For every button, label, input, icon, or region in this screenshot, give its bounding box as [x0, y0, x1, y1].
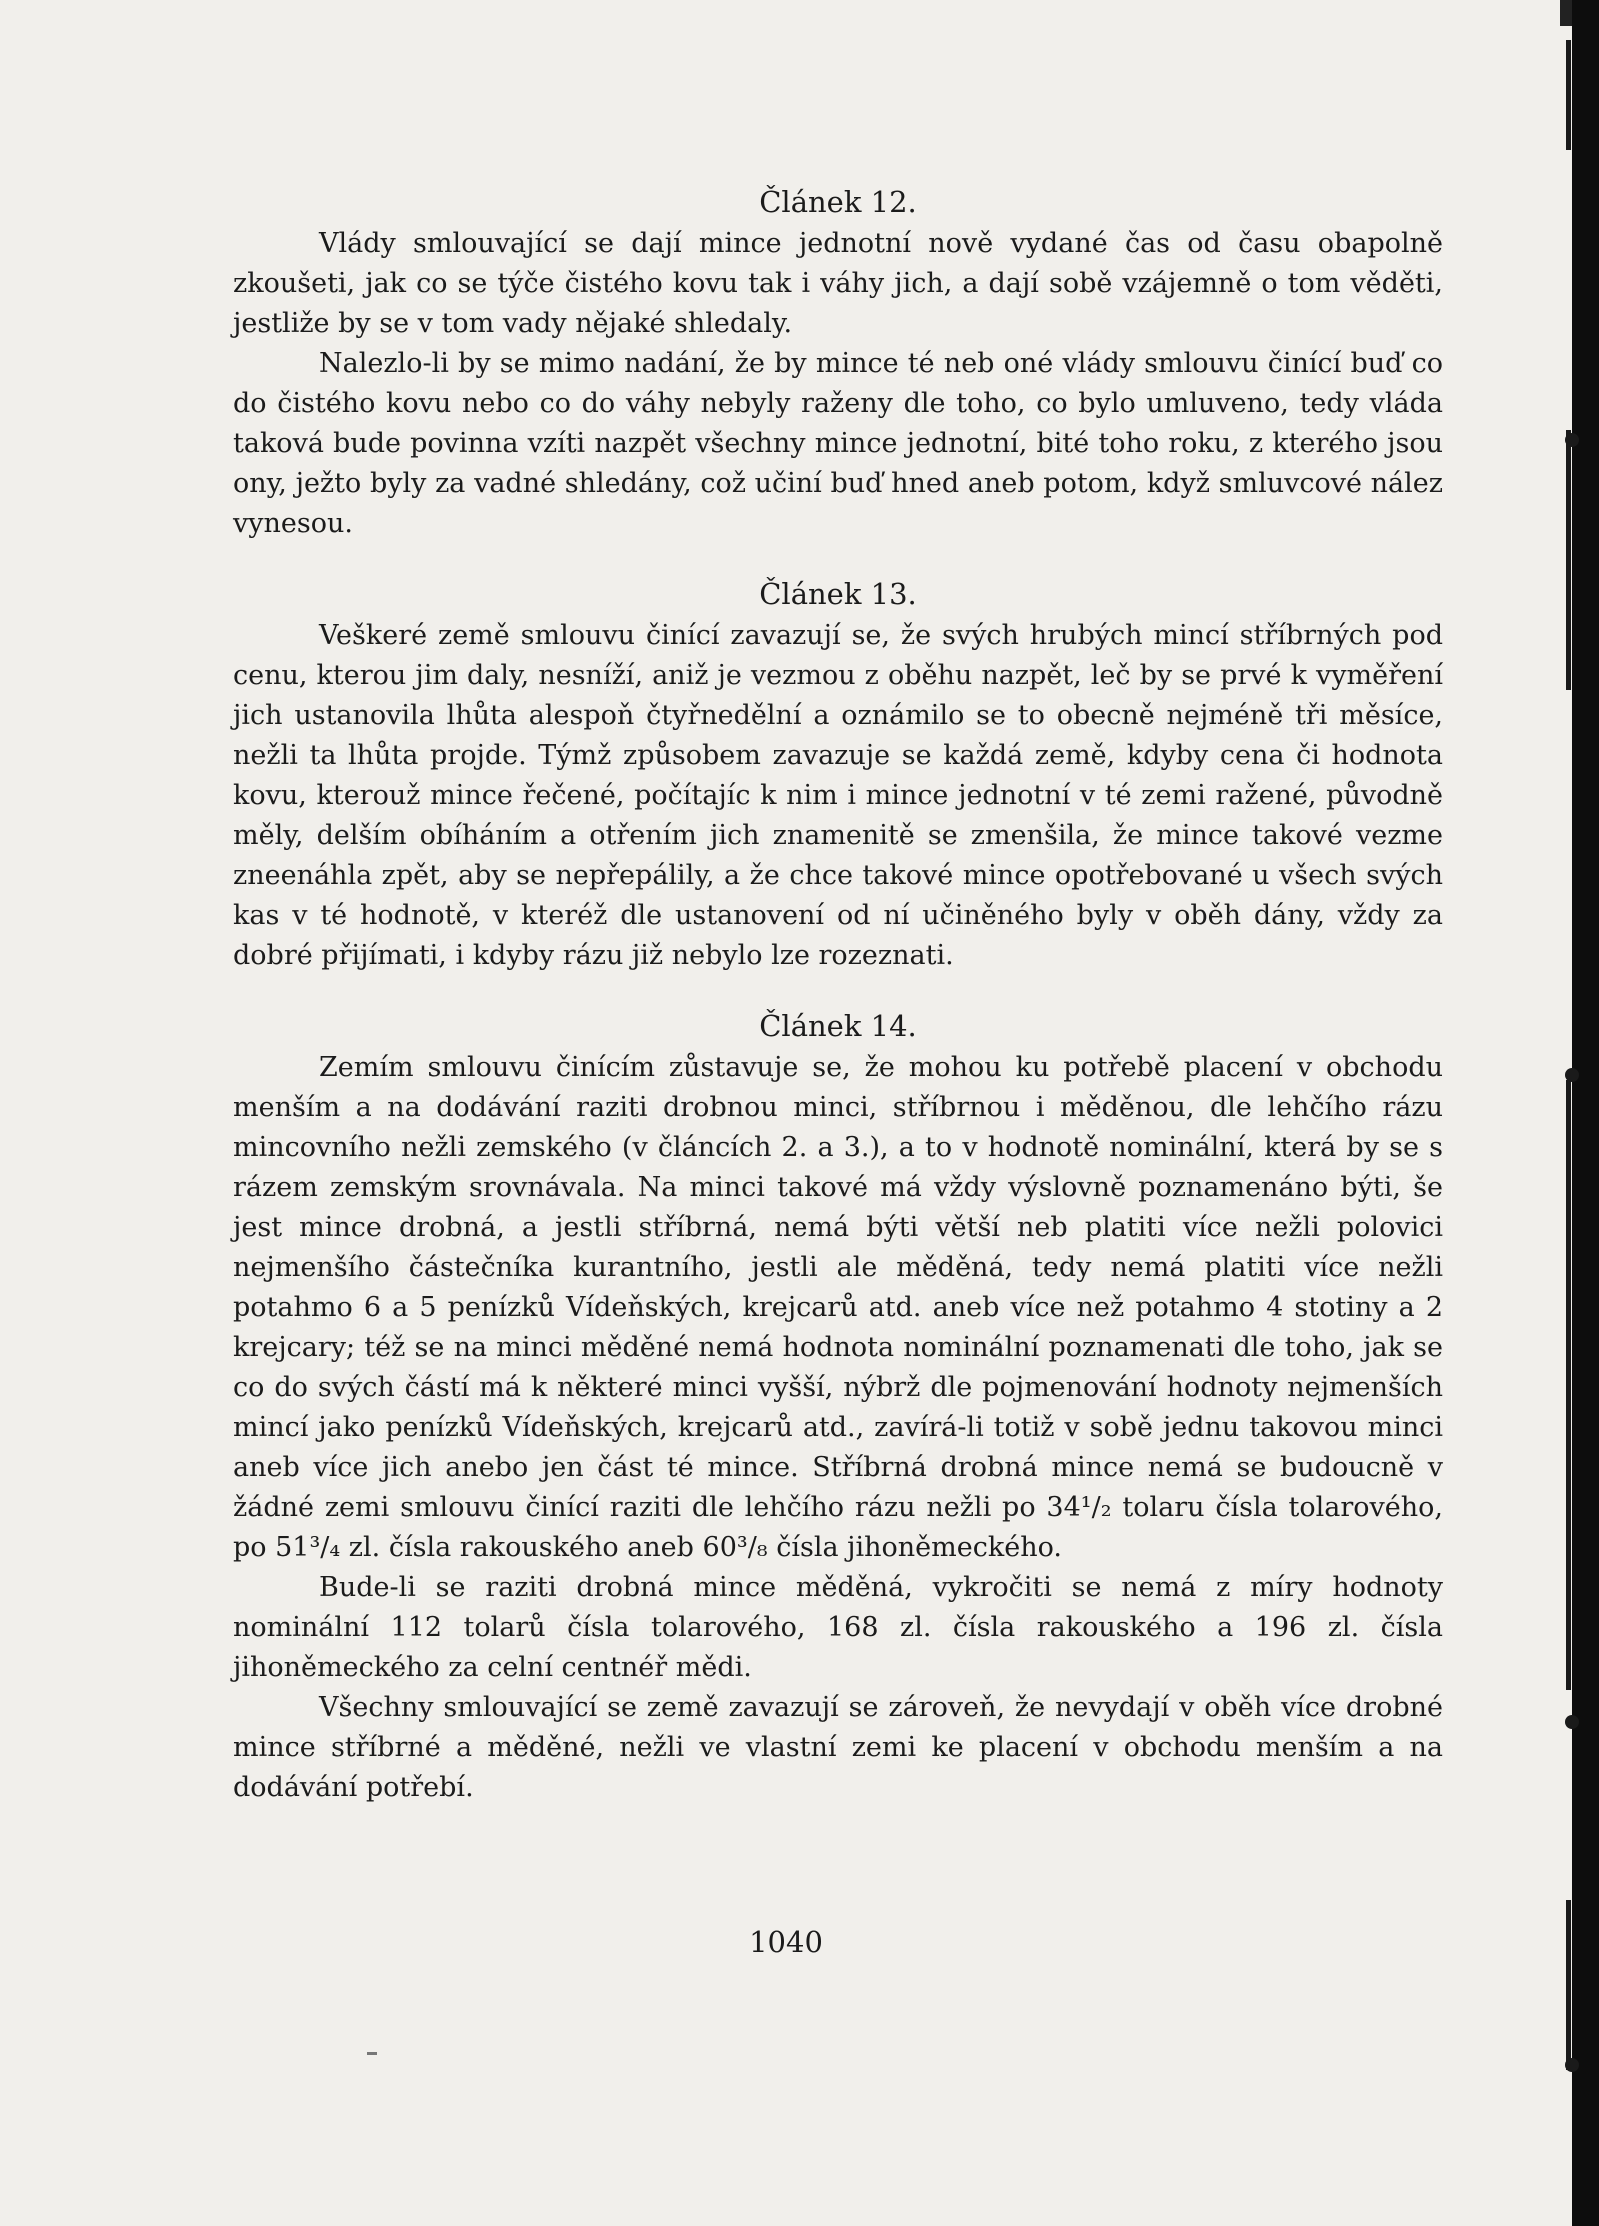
article-14-paragraph-3: Všechny smlouvající se země zavazují se zároveň, že nevydají v oběh více drobné mince stříbrné a měděné, nežli ve vlastní zemi ke placení v obchodu menším a na dodávání potřebí.: [233, 1692, 1443, 1803]
binding-dot: [1565, 1068, 1579, 1082]
article-12-paragraph-2: Nalezlo-li by se mimo nadání, že by mince té neb oné vlády smlouvu činící buď co do čistého kovu nebo co do váhy nebyly raženy dle toho, co bylo umluveno, tedy vláda taková bude povinna vzíti nazpět všechny mince jednotní, bité toho roku, z kterého jsou ony, ježto byly za vadné shledány, což učiní buď hned aneb potom, když smluvcové nález vynesou.: [233, 348, 1443, 539]
page-number: 1040: [749, 1925, 823, 1959]
article-12-paragraph-1: Vlády smlouvající se dají mince jednotní nově vydané čas od času obapolně zkoušeti, jak co se týče čistého kovu tak i váhy jich, a dají sobě vzájemně o tom věděti, jestliže by se v tom vady nějaké shledaly.: [233, 228, 1443, 339]
binding-line-bottom: [1566, 1900, 1571, 2070]
scan-corner-mark: [1560, 0, 1572, 26]
article-14-heading: Článek 14.: [759, 1009, 917, 1043]
article-13-heading: Článek 13.: [759, 577, 917, 611]
binding-line-upper: [1566, 430, 1571, 690]
article-13-paragraph-1: Veškeré země smlouvu činící zavazují se, že svých hrubých mincí stříbrných pod cenu, kterou jim daly, nesníží, aniž je vezmou z oběhu nazpět, leč by se prvé k vyměření jich ustanovila lhůta alespoň čtyřnedělní a oznámilo se to obecně nejméně tři měsíce, nežli ta lhůta projde. Týmž způsobem zavazuje se každá země, kdyby cena či hodnota kovu, kterouž mince řečené, počítajíc k nim i mince jednotní v té zemi ražené, původně měly, delším obíháním a otřením jich znamenitě se zmenšila, že mince takové vezme zneenáhla zpět, aby se nepřepálily, a že chce takové mince opotřebované u všech svých kas v té hodnotě, v kteréž dle ustanovení od ní učiněného byly v oběh dány, vždy za dobré přijímati, i kdyby rázu již nebylo lze rozeznati.: [233, 620, 1443, 971]
binding-dot: [1565, 2058, 1579, 2072]
article-14-paragraph-2: Bude-li se raziti drobná mince měděná, vykročiti se nemá z míry hodnoty nominální 112 tolarů čísla tolarového, 168 zl. čísla rakouského a 196 zl. čísla jihoněmeckého za celní centnéř mědi.: [233, 1572, 1443, 1683]
scan-dark-edge: [1572, 0, 1599, 2226]
document-body: [233, 180, 1443, 1808]
scan-speck: [367, 2052, 377, 2055]
article-12-heading: Článek 12.: [759, 185, 917, 219]
article-14-paragraph-1: Zemím smlouvu činícím zůstavuje se, že mohou ku potřebě placení v obchodu menším a na dodávání raziti drobnou minci, stříbrnou i měděnou, dle lehčího rázu mincovního nežli zemského (v článcích 2. a 3.), a to v hodnotě nominální, která by se s rázem zemským srovnávala. Na minci takové má vždy výslovně poznamenáno býti, še jest mince drobná, a jestli stříbrná, nemá býti větší neb platiti více nežli polovici nejmenšího částečníka kurantního, jestli ale měděná, tedy nemá platiti více nežli potahmo 6 a 5 penízků Vídeňských, krejcarů atd. aneb více než potahmo 4 stotiny a 2 krejcary; též se na minci měděné nemá hodnota nominální poznamenati dle toho, jak se co do svých částí má k některé minci vyšší, nýbrž dle pojmenování hodnoty nejmenších mincí jako penízků Vídeňských, krejcarů atd., zavírá-li totiž v sobě jednu takovou minci aneb více jich anebo jen část té mince. Stříbrná drobná mince nemá se budoucně v žádné zemi smlouvu činící raziti dle lehčího rázu nežli po 34¹/₂ tolaru čísla tolarového, po 51³/₄ zl. čísla rakouského aneb 60³/₈ čísla jihoněmeckého.: [233, 1052, 1443, 1563]
binding-dot: [1565, 433, 1579, 447]
binding-line-lower: [1566, 1080, 1571, 1690]
binding-dot: [1565, 1715, 1579, 1729]
binding-line-top: [1566, 40, 1571, 150]
